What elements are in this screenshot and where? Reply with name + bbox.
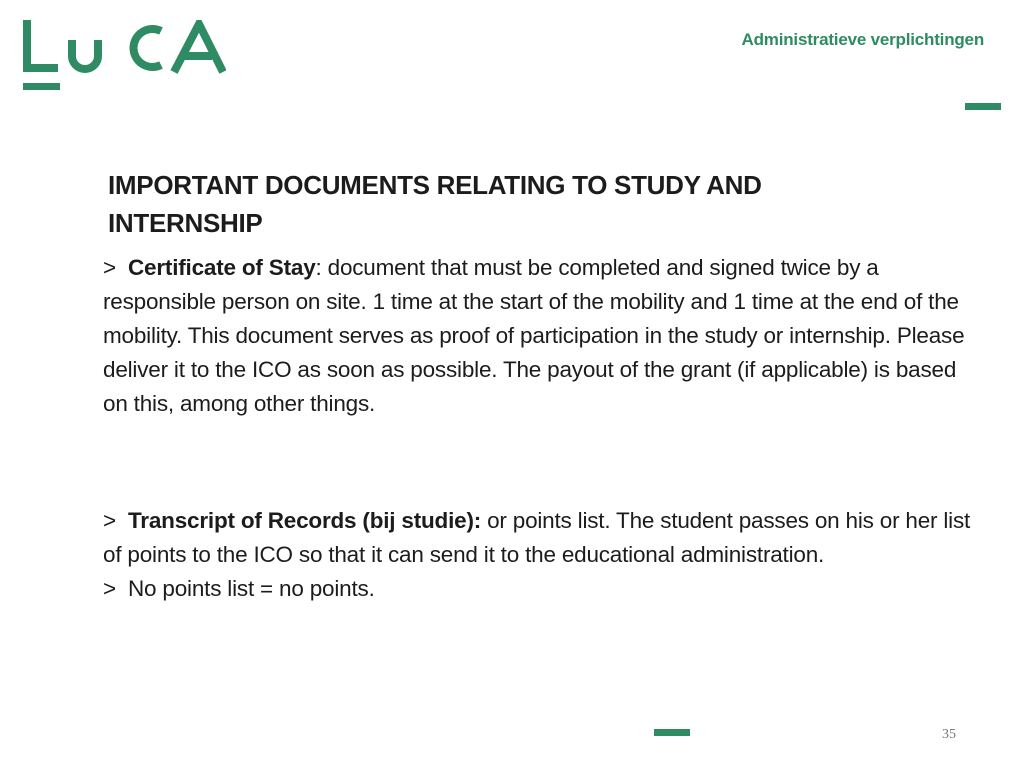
transcript-bullets bbox=[103, 504, 983, 606]
bullet-marker: > bbox=[103, 576, 116, 601]
certificate-of-stay-term: Certificate of Stay bbox=[128, 255, 316, 280]
points-list-note: No points list = no points. bbox=[128, 576, 375, 601]
section-label: Administratieve verplichtingen bbox=[741, 30, 984, 49]
bullet-marker: > bbox=[103, 255, 116, 280]
accent-bar-bottom bbox=[654, 729, 690, 736]
page-number: 35 bbox=[942, 727, 956, 742]
luca-logo bbox=[22, 20, 226, 94]
accent-bar-top bbox=[965, 103, 1001, 110]
certificate-bullet bbox=[103, 251, 983, 421]
certificate-description: document that must be completed and signed twice by a responsible person on site. 1 time at the start of the mobility and 1 time at the end of the mobility. This document serves as proof of participation in the study or internship. Please deliver it to the ICO as soon as possible. The payout of the grant (if applicable) is based on this, among other things. bbox=[103, 255, 965, 416]
transcript-description: or points list. The student passes on his or her list of points to the ICO so that it can send it to the educational administration. bbox=[103, 508, 971, 567]
transcript-of-records-term: Transcript of Records (bij studie): bbox=[128, 508, 482, 533]
slide-title: IMPORTANT DOCUMENTS RELATING TO STUDY AND INTERNSHIP bbox=[108, 170, 762, 238]
bullet-marker: > bbox=[103, 508, 116, 533]
transcript-bullet bbox=[103, 504, 983, 572]
points-list-bullet bbox=[103, 572, 983, 606]
term-separator: : bbox=[315, 255, 322, 280]
